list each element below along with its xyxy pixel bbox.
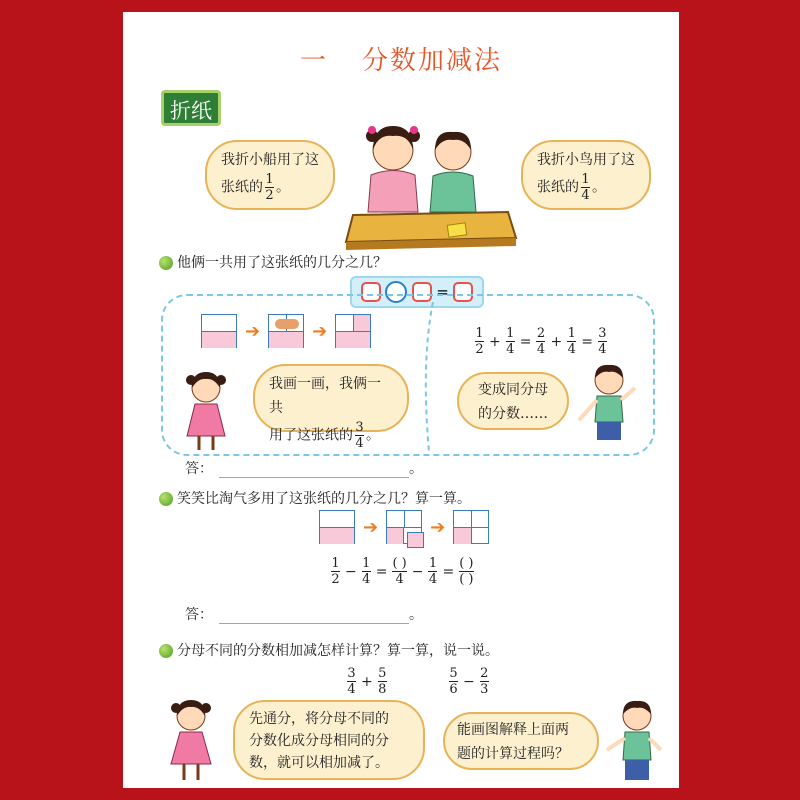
operator: + — [550, 333, 563, 350]
fraction: $\frac{1}{4}$ — [362, 556, 371, 587]
arrow-right-icon: ➔ — [363, 516, 379, 538]
boy-figure — [575, 362, 639, 446]
question-text: 他俩一共用了这张纸的几分之几？ — [177, 255, 387, 271]
fraction: $\frac{5}{6}$ — [449, 666, 458, 697]
operator: − — [463, 673, 475, 690]
textbook-page — [123, 12, 679, 788]
operator: + — [361, 673, 373, 690]
bubble-text: 先通分，将分母不同的 — [249, 711, 389, 727]
bubble-text: 能画图解释上面两 — [457, 722, 569, 738]
operator: − — [411, 563, 424, 580]
fraction: $\frac{3}{4}$ — [347, 666, 356, 697]
q3-girl-bubble — [233, 700, 425, 780]
children-folding-illustration — [338, 120, 518, 255]
answer-period: 。 — [409, 461, 423, 477]
answer-blank[interactable] — [219, 463, 409, 478]
q3-expression-2 — [447, 666, 491, 697]
q1-formula — [473, 326, 609, 357]
operator: = — [581, 333, 593, 350]
quarter-shaded-paper — [453, 510, 489, 544]
answer-label: 答： — [185, 461, 213, 477]
paper-sequence-q1 — [201, 314, 371, 348]
girl-figure — [181, 370, 231, 454]
arrow-right-icon: ➔ — [430, 516, 446, 538]
fraction: $\frac{1}{4}$ — [581, 172, 590, 203]
panel-divider — [419, 302, 439, 452]
answer-label: 答： — [185, 607, 213, 623]
bubble-text: 的分数…… — [478, 406, 548, 422]
split-quarter-paper — [386, 510, 422, 544]
girl-figure — [163, 698, 219, 784]
q2-formula — [329, 556, 476, 587]
q2-answer-line — [185, 604, 423, 624]
green-bullet-icon — [159, 492, 173, 506]
fraction: $\frac{2}{3}$ — [480, 666, 489, 697]
operator: = — [519, 333, 532, 350]
chapter-number: 一 — [299, 46, 328, 76]
operator: − — [345, 563, 357, 580]
half-shaded-paper — [201, 314, 237, 348]
intro-boy-bubble — [521, 140, 651, 210]
bubble-text: 分数化成分母相同的分 — [249, 733, 389, 749]
fraction: $\frac{1}{4}$ — [428, 556, 438, 587]
fraction: $\frac{1}{2}$ — [265, 172, 274, 203]
page-title — [123, 40, 679, 77]
paper-sequence-q2 — [319, 510, 489, 544]
arrow-right-icon: ➔ — [245, 320, 261, 342]
fraction: $\frac{5}{8}$ — [378, 666, 387, 697]
bubble-text: 我折小鸟用了这 — [537, 152, 635, 168]
q1-boy-bubble — [457, 372, 569, 430]
fraction: $\frac{3}{4}$ — [355, 420, 364, 451]
bubble-text: 我画一画，我俩一共 — [269, 376, 381, 416]
operator: + — [489, 333, 501, 350]
bubble-text: 用了这张纸的 $\frac{3}{4}$ 。 — [269, 420, 380, 451]
green-bullet-icon — [159, 256, 173, 270]
answer-blank[interactable] — [219, 609, 409, 624]
three-quarter-shaded-paper — [335, 314, 371, 348]
fraction: $\frac{3}{4}$ — [598, 326, 607, 357]
fraction: $\frac{1}{4}$ — [506, 326, 515, 357]
q3-expression-1 — [345, 666, 389, 697]
equals-sign: = — [436, 283, 449, 301]
fraction-blank[interactable]: $\frac{( )}{4}$ — [392, 556, 407, 587]
bubble-text: 张纸的 $\frac{1}{2}$ 。 — [221, 172, 290, 203]
q1-answer-line — [185, 458, 423, 478]
operator: = — [442, 563, 455, 580]
question-text: 分母不同的分数相加减怎样计算？算一算，说一说。 — [177, 643, 499, 659]
question-3 — [159, 640, 499, 660]
green-bullet-icon — [159, 644, 173, 658]
question-text: 笑笑比淘气多用了这张纸的几分之几？算一算。 — [177, 491, 471, 507]
half-shaded-paper — [319, 510, 355, 544]
chapter-title: 分数加减法 — [362, 46, 503, 76]
boy-figure — [603, 698, 667, 784]
question-1 — [159, 252, 387, 272]
bubble-text: 张纸的 $\frac{1}{4}$ 。 — [537, 172, 606, 203]
fraction: $\frac{1}{4}$ — [567, 326, 576, 357]
intro-girl-bubble — [205, 140, 335, 210]
bubble-text: 题的计算过程吗？ — [457, 746, 569, 762]
fraction: $\frac{1}{2}$ — [475, 326, 484, 357]
bubble-text: 我折小船用了这 — [221, 152, 319, 168]
bubble-text: 数，就可以相加减了。 — [249, 755, 389, 771]
hand-drawing-icon — [275, 319, 299, 329]
paper-with-hand — [268, 314, 304, 348]
fraction: $\frac{1}{2}$ — [331, 556, 340, 587]
q1-girl-bubble — [253, 364, 409, 451]
q3-boy-bubble — [443, 712, 599, 770]
section-tag: 折纸 — [161, 90, 221, 126]
question-2 — [159, 488, 471, 508]
arrow-right-icon: ➔ — [312, 320, 328, 342]
bubble-text: 变成同分母 — [478, 382, 548, 398]
operator: = — [375, 563, 388, 580]
fraction: $\frac{2}{4}$ — [536, 326, 546, 357]
answer-period: 。 — [409, 607, 423, 623]
fraction-blank[interactable]: $\frac{( )}{( )}$ — [459, 556, 474, 587]
